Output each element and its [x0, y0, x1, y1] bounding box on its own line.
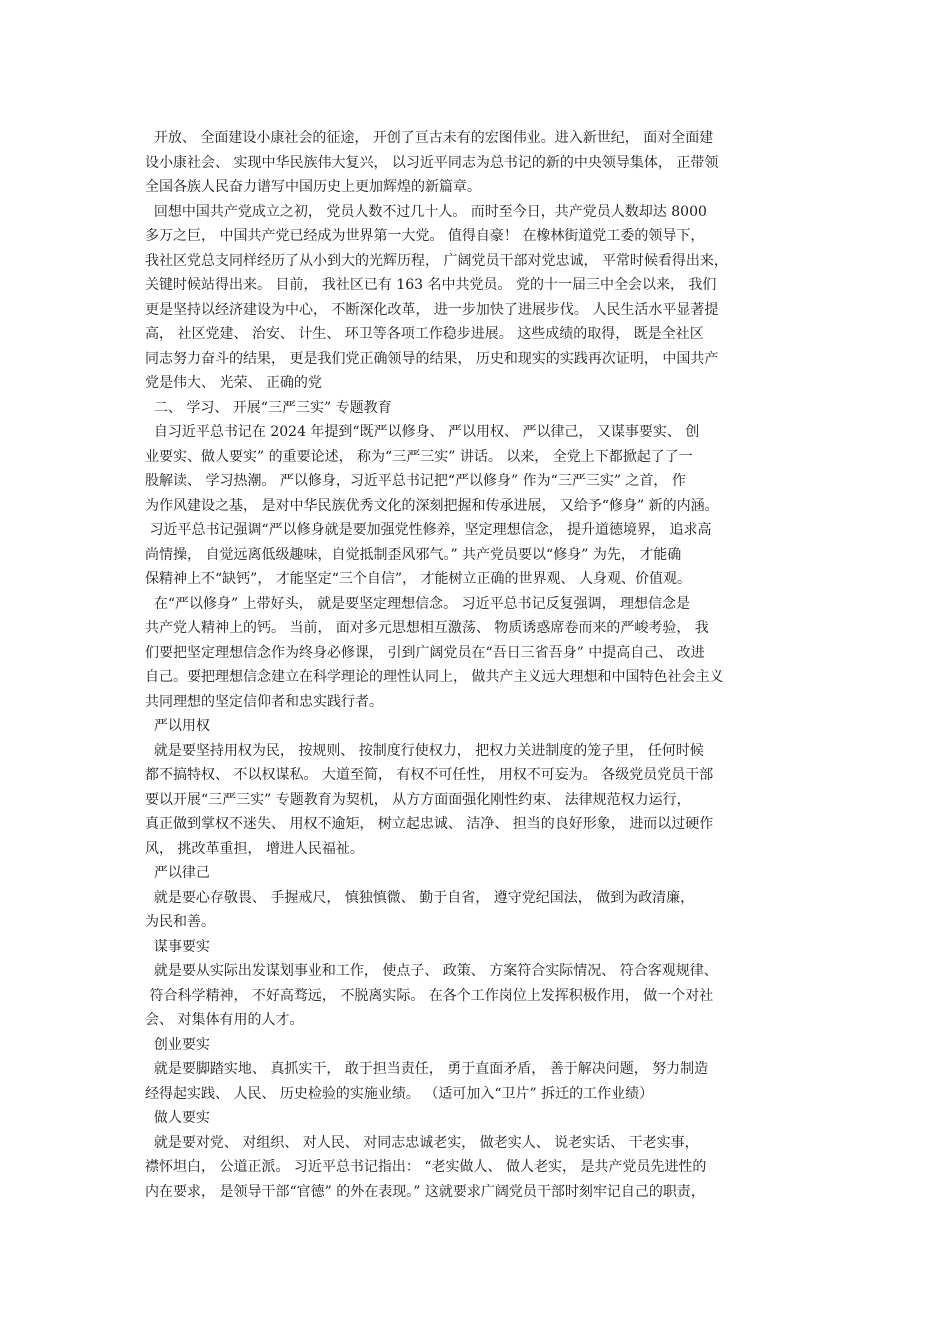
text-line: 就是要从实际出发谋划事业和工作， 使点子、 政策、 方案符合实际情况、 符合客观规律、 [145, 963, 718, 979]
text-line: 严以律己 [145, 865, 210, 881]
text-line: 内在要求， 是领导干部“官德” 的外在表现。” 这就要求广阔党员干部时刻牢记自己的职责， [145, 1183, 705, 1200]
text-line: 襟怀坦白， 公道正派。 习近平总书记指出： “老实做人、 做人老实， 是共产党员先进性的 [145, 1159, 707, 1175]
text-line: 我社区党总支同样经历了从小到大的光辉历程， 广阔党员干部对党忠诚， 平常时候看得出来， [145, 252, 728, 269]
text-line: 真正做到掌权不迷失、 用权不逾矩， 树立起忠诚、 洁净、 担当的良好形象， 进而以过硬作 [145, 816, 714, 832]
text-line: 就是要对党、 对组织、 对人民、 对同志忠诚老实， 做老实人、 说老实话、 干老实事， [145, 1134, 699, 1151]
text-line: 股解读、 学习热潮。 严以修身，习近平总书记把“严以修身” 作为“三严三实” 之首， 作 [145, 473, 686, 489]
text-line: 党是伟大、 光荣、 正确的党 [145, 375, 322, 391]
text-line: 会、 对集体有用的人才。 [145, 1012, 304, 1028]
text-line: 做人要实 [145, 1110, 210, 1126]
text-line: 二、 学习、 开展“三严三实” 专题教育 [145, 399, 392, 416]
text-line: 同志努力奋斗的结果， 更是我们党正确领导的结果， 历史和现实的实践再次证明， 中国共产 [145, 350, 719, 367]
text-line: 全国各族人民奋力谱写中国历史上更加辉煌的新篇章。 [145, 179, 481, 195]
text-line: 们要把坚定理想信念作为终身必修课， 引到广阔党员在“吾日三省吾身” 中提高自己、 改进 [145, 644, 705, 661]
text-line: 为作风建设之基， 是对中华民族优秀文化的深刻把握和传承进展， 又给予“修身” 新的内涵。 [145, 497, 719, 514]
text-line: 就是要脚踏实地、 真抓实干， 敢于担当责任， 勇于直面矛盾， 善于解决问题， 努力制造 [145, 1061, 709, 1077]
text-line: 自己。要把理想信念建立在科学理论的理性认同上， 做共产主义远大理想和中国特色社会主义 [145, 669, 724, 685]
text-line: 经得起实践、 人民、 历史检验的实施业绩。 （适可加入“卫片” 拆迁的工作业绩） [145, 1085, 654, 1102]
text-line: 风， 挑改革重担， 增进人民福祉。 [145, 840, 364, 857]
text-line: 创业要实 [145, 1036, 210, 1053]
text-line: 业要实、做人要实” 的重要论述， 称为“三严三实” 讲话。 以来， 全党上下都掀起了了一 [145, 448, 693, 465]
text-line: 关键时候站得出来。 目前， 我社区已有 163 名中共党员。 党的十一届三中全会以来， 我们 [145, 277, 717, 293]
text-line: 在“严以修身” 上带好头， 就是要坚定理想信念。 习近平总书记反复强调， 理想信念是 [145, 595, 691, 612]
text-line: 为民和善。 [145, 914, 215, 930]
text-line: 就是要心存敬畏、 手握戒尺， 慎独慎微、 勤于自省， 遵守党纪国法， 做到为政清廉， [145, 889, 695, 906]
text-line: 尚情操， 自觉远离低级趣味，自觉抵制歪风邪气。” 共产党员要以“修身” 为先， 才能确 [145, 546, 682, 563]
text-line: 开放、 全面建设小康社会的征途， 开创了亘古未有的宏图伟业。进入新世纪， 面对全面建 [145, 130, 714, 146]
text-line: 自习近平总书记在 2024 年提到“既严以修身、 严以用权、 严以律己， 又谋事要实、 创 [145, 424, 700, 440]
text-line: 严以用权 [145, 718, 210, 734]
text-line: 保精神上不“缺钙”， 才能坚定“三个自信”， 才能树立正确的世界观、 人身观、价值观。 [145, 571, 691, 587]
text-line: 要以开展“三严三实” 专题教育为契机， 从方方面面强化刚性约束、 法律规范权力运行， [145, 791, 691, 808]
text-line: 就是要坚持用权为民， 按规则、 按制度行使权力， 把权力关进制度的笼子里， 任何时候 [145, 742, 704, 759]
text-line: 符合科学精神， 不好高骛远， 不脱离实际。 在各个工作岗位上发挥积极作用， 做一个对社 [145, 987, 714, 1004]
document-body [145, 126, 810, 1204]
text-line: 回想中国共产党成立之初， 党员人数不过几十人。 而时至今日，共产党员人数却达 8000 [145, 203, 707, 220]
text-line: 谋事要实 [145, 938, 210, 955]
text-line: 多万之巨， 中国共产党已经成为世界第一大党。 值得自豪！ 在橡林街道党工委的领导下， [145, 228, 705, 244]
text-line: 高， 社区党建、 治安、 计生、 环卫等各项工作稳步进展。 这些成绩的取得， 既是全社区 [145, 326, 704, 342]
text-line: 习近平总书记强调“严以修身就是要加强党性修养，坚定理想信念， 提升道德境界， 追求高 [145, 522, 712, 538]
text-line: 都不搞特权、 不以权谋私。 大道至简， 有权不可任性， 用权不可妄为。 各级党员党员干部 [145, 767, 714, 783]
text-line: 共产党人精神上的钙。 当前， 面对多元思想相互激荡、 物质诱惑席卷而来的严峻考验， 我 [145, 620, 709, 636]
text-line: 设小康社会、 实现中华民族伟大复兴， 以习近平同志为总书记的新的中央领导集体， 正带领 [145, 154, 719, 171]
text-line: 共同理想的坚定信仰者和忠实践行者。 [145, 693, 383, 710]
text-line: 更是坚持以经济建设为中心， 不断深化改革， 进一步加快了进展步伐。 人民生活水平显著提 [145, 301, 719, 318]
